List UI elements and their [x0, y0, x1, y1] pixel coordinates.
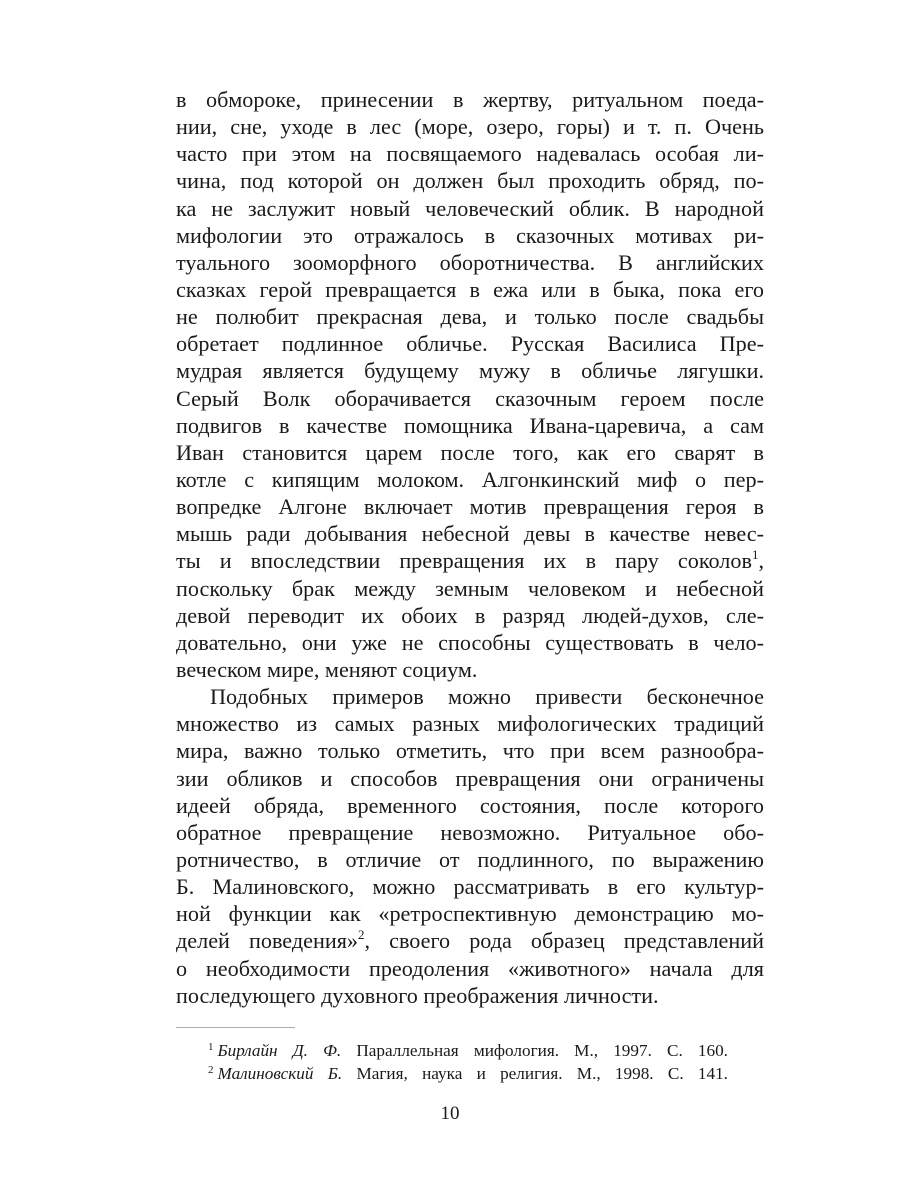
text-line	[176, 222, 764, 249]
text-segment: довательно, они уже не способны существовать в чело-	[176, 629, 764, 655]
text-segment: делей поведения»	[176, 928, 359, 954]
footnote-author: Малиновский Б.	[217, 1064, 343, 1083]
text-segment: зии обликов и способов превращения они ограничены	[176, 765, 764, 791]
text-segment: мира, важно только отметить, что при всем разнообра-	[176, 738, 764, 764]
text-line	[176, 792, 764, 819]
text-line	[176, 276, 764, 303]
footnote-author: Бирлайн Д. Ф.	[217, 1041, 342, 1060]
text-segment: идеей обряда, временного состояния, после которого	[176, 792, 764, 818]
text-line	[176, 602, 764, 629]
text-segment: подвигов в качестве помощника Ивана-царевича, а сам	[176, 412, 764, 438]
text-segment: ,	[758, 548, 764, 574]
text-line	[176, 466, 764, 493]
paragraph	[176, 683, 764, 1009]
text-line	[176, 493, 764, 520]
text-segment: ты и впоследствии превращения их в пару соколов	[176, 548, 752, 574]
text-segment: обратное превращение невозможно. Ритуальное обо-	[176, 819, 764, 845]
footnote-1	[208, 1039, 728, 1062]
text-line	[176, 710, 764, 737]
text-segment: мифологии это отражалось в сказочных мотивах ри-	[176, 222, 764, 248]
paragraph	[176, 86, 764, 683]
text-line	[176, 765, 764, 792]
text-segment: туального зооморфного оборотничества. В английских	[176, 249, 764, 275]
text-segment: часто при этом на посвящаемого надевалась особая ли-	[176, 141, 764, 167]
text-segment: сказках герой превращается в ежа или в быка, пока его	[176, 276, 764, 302]
body-text	[176, 86, 764, 1009]
text-segment: ка не заслужит новый человеческий облик. В народной	[176, 195, 764, 221]
text-line	[176, 846, 764, 873]
text-segment: последующего духовного преображения личности.	[176, 982, 659, 1008]
footnote-separator	[176, 1027, 295, 1028]
text-segment: чина, под которой он должен был проходить обряд, по-	[176, 168, 764, 194]
text-line	[176, 737, 764, 764]
text-line	[176, 982, 764, 1009]
text-line	[176, 385, 764, 412]
text-line	[176, 520, 764, 547]
text-line	[176, 249, 764, 276]
text-segment: веческом мире, меняют социум.	[176, 656, 478, 682]
text-line	[176, 927, 764, 954]
text-line	[176, 575, 764, 602]
text-line	[176, 656, 764, 683]
text-segment: в обмороке, принесении в жертву, ритуальном поеда-	[176, 87, 764, 112]
text-line	[176, 819, 764, 846]
text-line	[176, 900, 764, 927]
text-segment: девой переводит их обоих в разряд людей-духов, сле-	[176, 602, 764, 628]
footnote-ref: 2	[358, 927, 365, 943]
footnote-ref: 1	[751, 547, 759, 563]
footnote-text: Магия, наука и религия. М., 1998. С. 141.	[342, 1064, 728, 1083]
text-line	[176, 547, 764, 574]
footnote-number: 2	[208, 1064, 214, 1076]
text-segment: ной функции как «ретроспективную демонстрацию мо-	[176, 901, 764, 927]
text-line	[176, 357, 764, 384]
text-segment: обретает подлинное обличье. Русская Василиса Пре-	[176, 331, 764, 357]
footnote-number: 1	[208, 1041, 214, 1053]
footnotes	[208, 1039, 728, 1085]
text-segment: поскольку брак между земным человеком и небесной	[176, 575, 764, 601]
text-line	[176, 113, 764, 140]
page-number: 10	[440, 1103, 460, 1124]
text-segment: о необходимости преодоления «животного» начала для	[176, 955, 764, 981]
text-segment: мышь ради добывания небесной девы в качестве невес-	[176, 521, 764, 547]
text-line	[176, 439, 764, 466]
text-segment: множество из самых разных мифологических традиций	[176, 711, 764, 737]
text-line	[176, 412, 764, 439]
text-segment: не полюбит прекрасная дева, и только после свадьбы	[176, 304, 764, 330]
text-segment: Иван становится царем после того, как его сварят в	[176, 439, 764, 465]
text-line	[176, 629, 764, 656]
text-line	[176, 303, 764, 330]
text-segment: нии, сне, уходе в лес (море, озеро, горы) и т. п. Очень	[176, 114, 764, 140]
text-segment: Б. Малиновского, можно рассматривать в его культур-	[176, 874, 764, 900]
footnote-text: Параллельная мифология. М., 1997. С. 160.	[341, 1041, 728, 1060]
text-segment: Серый Волк оборачивается сказочным героем после	[176, 385, 764, 411]
text-segment: , своего рода образец представлений	[364, 928, 764, 954]
text-line	[176, 683, 764, 710]
text-segment: котле с кипящим молоком. Алгонкинский миф о пер-	[176, 466, 764, 492]
text-line	[176, 873, 764, 900]
text-line	[176, 86, 764, 113]
text-line	[176, 330, 764, 357]
text-line	[176, 167, 764, 194]
text-segment: вопредке Алгоне включает мотив превращения героя в	[176, 494, 764, 520]
text-segment: мудрая является будущему мужу в обличье лягушки.	[176, 358, 764, 384]
text-segment: Подобных примеров можно привести бесконечное	[210, 684, 764, 710]
footnote-2	[208, 1062, 728, 1085]
text-line	[176, 140, 764, 167]
text-line	[176, 195, 764, 222]
text-segment: ротничество, в отличие от подлинного, по выражению	[176, 846, 764, 872]
text-line	[176, 955, 764, 982]
